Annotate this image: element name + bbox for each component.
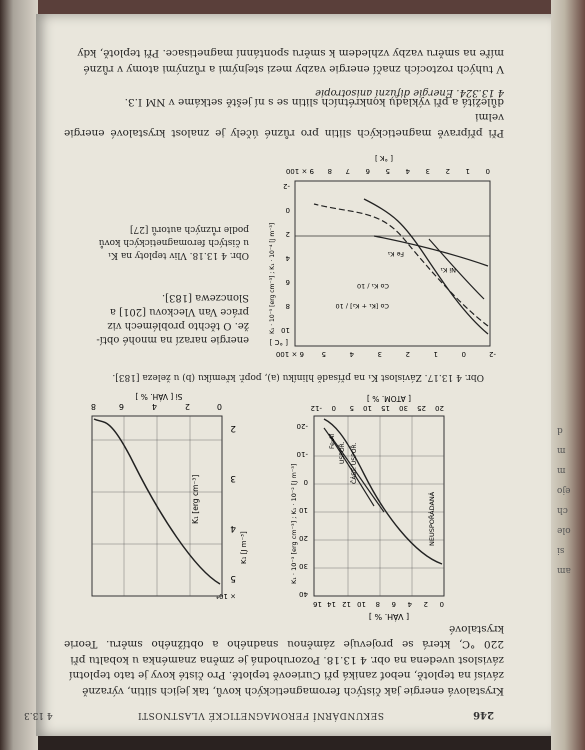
text-line: Slonczewa [183]. — [161, 292, 249, 303]
tick-label: 0 — [331, 404, 336, 412]
tick-label: 4 — [151, 402, 157, 411]
curve-label: Co K₁ / 10 — [356, 282, 389, 290]
fig-c-y-label: K₁ · 10⁻⁵ [erg cm⁻³] ; K₁ · 10⁻⁴ [J m⁻³] — [269, 222, 276, 334]
curve-label: ČÁST. USPOŘ. — [351, 442, 358, 484]
caption-figure-13-18 — [59, 222, 249, 261]
tick-label: 0 — [461, 350, 466, 358]
text-line: Při přípravě magnetických slitin pro různé účely je znalost krystalové energie velmi — [64, 111, 504, 139]
tick-label: -2 — [489, 350, 496, 358]
tick-label: 0 — [216, 402, 222, 411]
tick-label: 5 — [385, 167, 390, 175]
tick-label: -2 — [283, 182, 290, 190]
fig-a-bottom-axis-label: [ ATOM. % ] — [366, 394, 412, 403]
tick-label: 6 × 100 — [275, 350, 304, 358]
text-line: energie narazí na mnohé obtí- — [96, 334, 249, 345]
tick-label: 2 — [184, 402, 190, 411]
paragraph-3 — [64, 45, 504, 76]
fig-b-y-mult: × 10⁴ — [216, 592, 236, 600]
running-title: SEKUNDÁRNÍ FEROMAGNETICKÉ VLASTNOSTI — [137, 710, 384, 720]
paragraph-2 — [64, 94, 504, 141]
tick-label: 8 — [327, 167, 332, 175]
fig-c-curve-ni — [429, 239, 484, 299]
tick-label: 0 — [439, 600, 444, 608]
text-line: 220 °C, která se projevuje záměnou snadného a obtížného směru. Teorie krystalové — [64, 623, 504, 651]
tick-label: 0 — [485, 167, 490, 175]
tick-label: 10 — [363, 404, 372, 412]
text-line: důležitá a při výkladu konkrétních slitin se s ní ještě setkáme v NM I.3. — [124, 96, 504, 108]
tick-label: 8 — [90, 402, 96, 411]
side-text — [59, 290, 249, 346]
fig-a-top-ticks — [313, 600, 444, 608]
curve-label: Co [K₁ + K₂] / 10 — [335, 302, 389, 310]
fragment-text: ch — [557, 505, 568, 515]
tick-label: 25 — [417, 404, 426, 412]
tick-label: 20 — [435, 404, 444, 412]
curve-label: USPOŘ. — [339, 441, 346, 464]
tick-label: 12 — [342, 600, 351, 608]
tick-label: 40 — [299, 590, 308, 598]
caption-figure-13-17: Obr. 4 13.17. Závislost K₁ na přísadě hliníku (a), popř. křemíku (b) u železa [183]. — [112, 372, 484, 382]
text-line: práce Van Vleckovu [201] a — [109, 306, 249, 317]
fragment-text: si — [557, 545, 565, 555]
fig-a-y-ticks — [297, 422, 308, 598]
fragment-text: m — [557, 465, 566, 475]
text-line: V tuhých roztocích značí energie vazby mezi stejnými a různými atomy v různé — [83, 63, 504, 75]
tick-label: 30 — [399, 404, 408, 412]
tick-label: 0 — [285, 206, 290, 214]
tick-label: 2 — [405, 350, 410, 358]
tick-label: 6 — [365, 167, 370, 175]
tick-label: 10 — [281, 326, 290, 334]
tick-label: 4 — [285, 254, 290, 262]
fig-b-y-ticks — [230, 423, 236, 583]
fig-a-bottom-ticks — [311, 404, 444, 412]
text-line: Krystalová energie jak čistých feromagnetických kovů, tak jejich slitin, výrazně — [82, 685, 504, 697]
tick-label: 5 — [349, 404, 354, 412]
fig-c-x2-label: [ °K ] — [374, 154, 394, 162]
tick-label: -10 — [296, 450, 308, 458]
text-line: u čistých feromagnetických kovů — [98, 237, 249, 247]
fig-a-y-label: K₁ · 10⁻³ [erg cm⁻³] ; K₁ · 10⁻² [J m⁻³] — [290, 463, 298, 584]
fig-a-top-axis-label: [ VÁH. % ] — [368, 612, 410, 621]
tick-label: 2 — [230, 423, 236, 433]
fig-b-y2-label: K₁ [J m⁻³] — [240, 531, 248, 564]
fig-c-x2-ticks — [286, 167, 490, 175]
fragment-text: ole — [557, 525, 571, 535]
tick-label: 2 — [423, 600, 428, 608]
tick-label: 4 — [407, 600, 412, 608]
page-number: 246 — [473, 709, 494, 720]
tick-label: 6 — [285, 278, 290, 286]
tick-label: 2 — [285, 230, 290, 238]
text-line: míře na směru vazby vzhledem k směru spontánní magnetisace. Při teplotě, kdy — [77, 47, 504, 60]
tick-label: 15 — [381, 404, 390, 412]
tick-label: 9 × 100 — [285, 167, 314, 175]
tick-label: 0 — [303, 478, 308, 486]
section-ref: 4 13.3 — [24, 710, 53, 720]
tick-label: 3 — [377, 350, 382, 358]
tick-label: 30 — [299, 562, 308, 570]
tick-label: 14 — [327, 600, 336, 608]
text-line: podle různých autorů [27] — [129, 224, 249, 234]
curve-label: NEUSPOŘÁDANÁ — [428, 491, 436, 546]
tick-label: 16 — [313, 600, 322, 608]
tick-label: 3 — [425, 167, 430, 175]
figure-c-temperature — [264, 149, 504, 364]
fig-a-curve-disordered — [324, 419, 442, 564]
text-line: závislost uvedena na obr. 4 13.18. Pozoruhodná je změna znaménka u kobaltu při — [70, 654, 504, 666]
text-line: Obr. 4 13.18. Vliv teploty na K₁ — [107, 250, 249, 260]
figure-a-aluminium — [290, 394, 474, 624]
book-binding — [0, 0, 38, 750]
curve-label: Fe₃Al — [329, 434, 336, 449]
tick-label: 8 — [285, 302, 290, 310]
curve-label: Fe K₁ — [387, 250, 404, 258]
fig-b-x-ticks — [91, 402, 222, 411]
text-line: že. O těchto problémech viz — [107, 320, 249, 331]
fig-c-y-ticks — [281, 182, 290, 334]
fig-c-curve-co-sum — [364, 199, 488, 334]
tick-label: 7 — [345, 167, 350, 175]
rotated-page-content — [24, 14, 554, 736]
tick-label: -20 — [296, 422, 308, 430]
fig-c-x-ticks — [276, 350, 496, 358]
fragment-text: d — [557, 425, 563, 435]
fig-c-x-label: [ °C ] — [269, 338, 288, 346]
fragment-text: am — [557, 565, 571, 575]
curve-label: Ni K₁ — [440, 266, 456, 274]
tick-label: 2 — [445, 167, 450, 175]
fig-b-y-label: K₁ [erg cm⁻³] — [191, 474, 200, 524]
section-heading: 4 13.324. Energie difúzní anisotropie — [315, 87, 504, 98]
fragment-text: ejo — [557, 485, 571, 495]
next-page-edge — [551, 0, 585, 750]
book-page — [24, 14, 554, 736]
paragraph-1 — [64, 621, 504, 699]
tick-label: 4 — [349, 350, 354, 358]
tick-label: 4 — [230, 523, 236, 533]
fig-b-x-label: Si [ VÁH. % ] — [135, 392, 183, 401]
tick-label: 5 — [230, 573, 236, 583]
tick-label: 8 — [375, 600, 380, 608]
tick-label: 1 — [433, 350, 438, 358]
tick-label: 10 — [357, 600, 366, 608]
tick-label: 6 — [391, 600, 396, 608]
tick-label: 6 — [118, 402, 124, 411]
tick-label: 20 — [299, 534, 308, 542]
figure-b-silicon — [79, 394, 254, 624]
tick-label: 10 — [299, 506, 308, 514]
tick-label: 1 — [465, 167, 470, 175]
text-line: závisí na teplotě, neboť zaniká při Curieově teplotě. Pro čisté kovy je tato teplotní — [69, 669, 504, 682]
fragment-text: m — [557, 445, 566, 455]
tick-label: 5 — [321, 350, 326, 358]
tick-label: -12 — [310, 404, 322, 412]
tick-label: 4 — [405, 167, 410, 175]
tick-label: 3 — [230, 473, 236, 483]
